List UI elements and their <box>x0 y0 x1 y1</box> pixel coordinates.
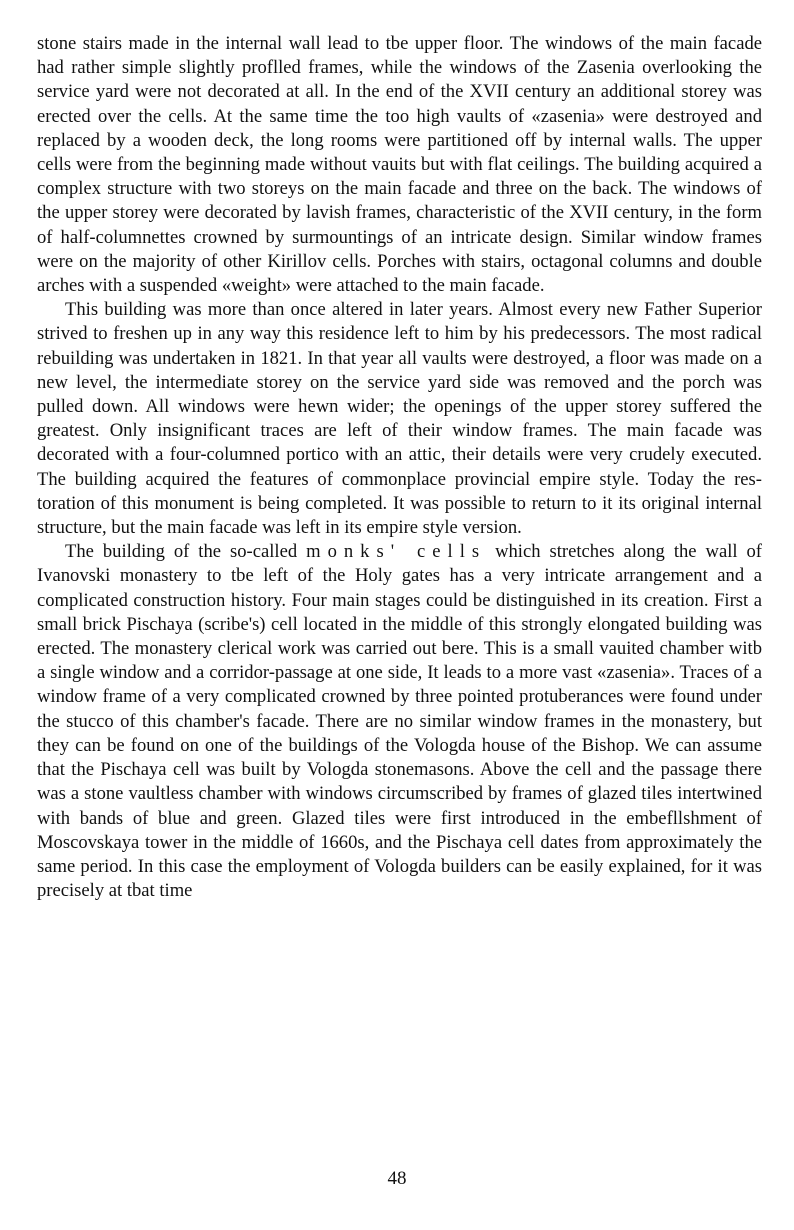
page-number: 48 <box>387 1168 407 1189</box>
spaced-term-monks-cells: monks' cells <box>306 541 487 563</box>
paragraph-3-lead: The building of the so-called <box>65 541 307 563</box>
paragraph-1: stone stairs made in the internal wall lead to tbe upper floor. The windows of the main facade had rather simple slightly proflled frames, while the windows of the Zasenia overlooking the service yard were not decorated at all. In the end of the XVII century an additional storey was erected over the cells. At the same time the too high vaults of «zasenia» were destroyed and replaced by a wooden deck, the long rooms were partitioned off by internal walls. The upper cells were from the beginning made without vauits but with flat ceilings. The building acquired a complex structure with two storeys on the main facade and three on the back. The windows of the upper storey were decorated by lavish frames, characteristic of the XVII century, in the form of half-columnettes crowned by surmountings of an intricate design. Similar window frames were on the majority of other Kirillov cells. Porches with stairs, octagonal columns and double arches with a suspended «weight» were attached to the main facade. <box>37 33 762 297</box>
paragraph-2: This building was more than once altered in later years. Almost every new Father Superior strived to freshen up in any way this residence left to him by his predecessors. The most radical rebuilding was undertaken in 1821. In that year all vaults were destroyed, a floor was made on a new level, the intermediate storey on the service yard side was removed and the porch was pulled down. All windows were hewn wider; the openings of the upper storey suffered the greatest. Only insignificant traces are left of their window frames. The main facade was decorated with a four-columned portico with an attic, their details were very crudely executed. The building acquired the features of commonplace provincial empire style. Today the restoration of this monument is being completed. It was possible to return to it its original internal structure, but the main facade was left in its empire style version. <box>37 299 762 539</box>
paragraph-3 <box>37 540 762 903</box>
paragraph-3-rest: which stretches along the wall of Ivanovski monastery to tbe left of the Holy gates has a very intricate arrangement and a complicated construction history. Four main stages could be distinguished in its creation. First a small brick Pischaya (scribe's) cell located in the middle of this strongly elongated building was erected. The monastery clerical work was carried out bere. This is a small vauited chamber witb a single window and a corridor-passage at one side, It leads to a more vast «zasenia». Traces of a window frame of a very complicated crowned by three pointed protuberances were found under the stucco of this chamber's facade. There are no similar window frames in the monastery, but they can be found on one of the buildings of the Vologda house of the Bishop. We can assume that the Pischaya cell was built by Vologda stonemasons. Above the cell and the passage there was a stone vaultless chamber with windows circumscribed by frames of glazed tiles intertwined with bands of blue and green. Glazed tiles were first introduced in the embefllshment of Moscovskaya tower in the middle of 1660s, and the Pischaya cell dates from approximately the same period. In this case the employment of Vologda builders can be easily explained, for it was precisely at tbat time <box>37 541 762 902</box>
body-text <box>37 32 762 903</box>
